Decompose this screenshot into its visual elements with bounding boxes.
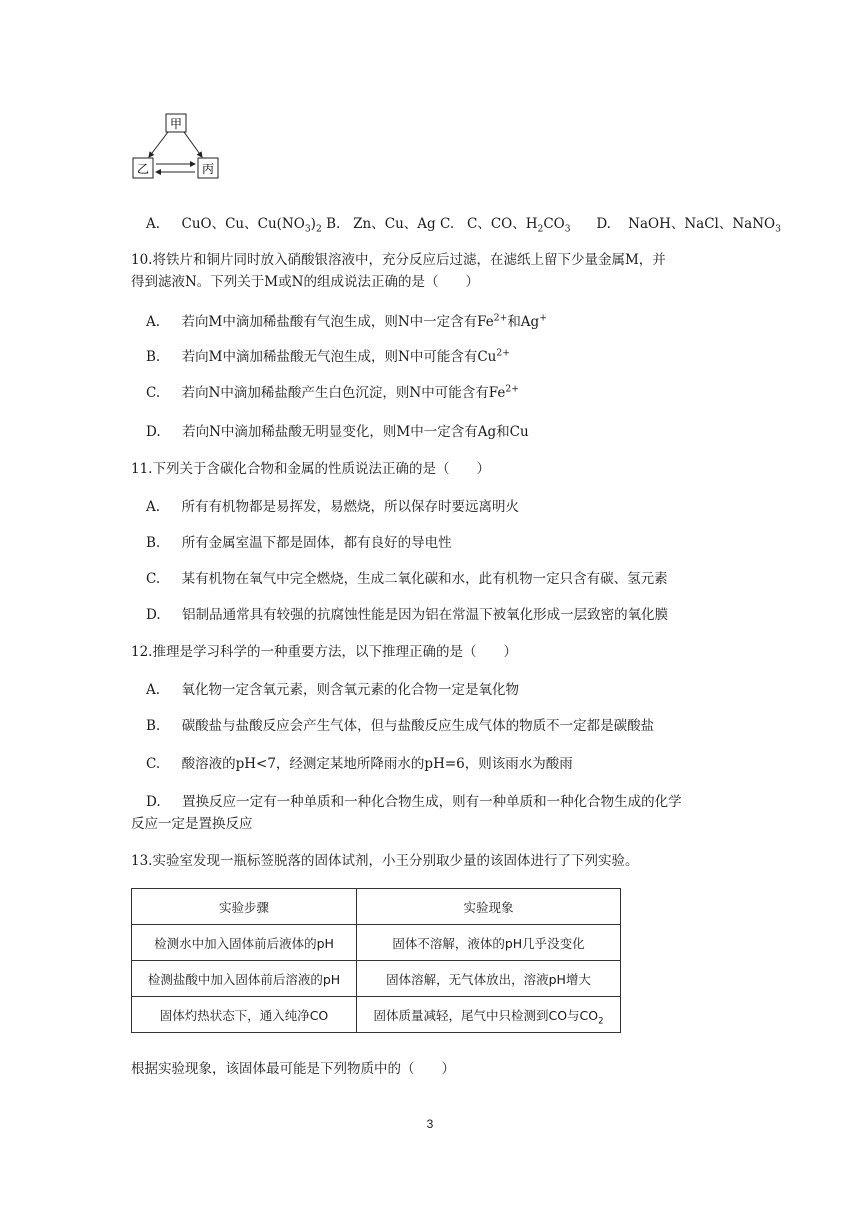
q10-option-b [146, 345, 510, 365]
option-text: 若向M中滴加稀盐酸无气泡生成，则N中可能含有Cu [181, 349, 497, 365]
option-text: 某有机物在氧气中完全燃烧，生成二氧化碳和水，此有机物一定只含有碳、氢元素 [181, 571, 668, 587]
option-letter: A. [146, 314, 161, 330]
q10-option-c [146, 381, 519, 401]
table-cell: 固体质量减轻，尾气中只检测到CO与$CO_2$ [357, 997, 621, 1033]
q9-option-a-text: CuO、Cu、Cu(NO [181, 216, 305, 232]
q13-stem: 13.实验室发现一瓶标签脱落的固体试剂，小王分别取少量的该固体进行了下列实验。 [131, 853, 639, 869]
node-right-label: 丙 [201, 162, 215, 176]
option-letter: C. [146, 756, 161, 772]
q9-option-d-text: NaOH、NaCl、NaNO [628, 216, 776, 232]
option-text: 酸溶液的pH<7，经测定某地所降雨水的pH=6，则该雨水为酸雨 [181, 756, 573, 772]
transformation-diagram [130, 112, 230, 184]
q13-followup: 根据实验现象，该固体最可能是下列物质中的（ ） [131, 1061, 455, 1077]
option-letter: D. [146, 424, 161, 440]
q9-option-d-letter: D. [596, 216, 611, 232]
option-text: 碳酸盐与盐酸反应会产生气体，但与盐酸反应生成气体的物质不一定都是碳酸盐 [181, 718, 655, 734]
option-text: 所有金属室温下都是固体，都有良好的导电性 [181, 535, 452, 551]
q12-option-b [146, 714, 654, 734]
table-header-cell: 实验现象 [357, 889, 621, 925]
experiment-table [131, 888, 621, 1033]
q12-stem: 12.推理是学习科学的一种重要方法，以下推理正确的是（ ） [131, 644, 517, 660]
q12-option-c [146, 752, 573, 772]
node-left-label: 乙 [136, 162, 150, 176]
option-text: 若向M中滴加稀盐酸有气泡生成，则N中一定含有Fe [181, 314, 494, 330]
option-text-mid: 和Ag [507, 314, 540, 330]
table-header-row [132, 889, 621, 925]
q10-option-a [146, 310, 547, 330]
q9-option-b-letter: B. [326, 216, 341, 232]
q11-option-a [146, 495, 519, 515]
q9-options-line: A. CuO、Cu、$Cu(NO_3)_2$ B. Zn、Cu、Ag C. C、CO、$H_2CO_3$ D. NaOH、NaCl、NaNO$_3$ [146, 216, 781, 235]
table-header-cell: 实验步骤 [132, 889, 357, 925]
table-cell: 固体灼热状态下，通入纯净CO [132, 997, 357, 1033]
option-text: 若向N中滴加稀盐酸产生白色沉淀，则N中可能含有Fe [181, 385, 506, 401]
option-text: 所有有机物都是易挥发，易燃烧，所以保存时要远离明火 [181, 499, 520, 515]
ion-charge: + [539, 312, 547, 324]
table-cell-text: 固体质量减轻，尾气中只检测到CO与CO [373, 1007, 599, 1023]
option-letter: A. [146, 682, 161, 698]
option-letter: A. [146, 499, 161, 515]
option-text: 置换反应一定有一种单质和一种化合物生成，则有一种单质和一种化合物生成的化学 [182, 794, 682, 810]
q10-stem-line1: 10.将铁片和铜片同时放入硝酸银溶液中，充分反应后过滤，在滤纸上留下少量金属M，并 [131, 252, 666, 268]
option-text: 若向N中滴加稀盐酸无明显变化，则M中一定含有Ag和Cu [182, 424, 529, 440]
option-letter: B. [146, 718, 161, 734]
table-cell: 固体溶解，无气体放出，溶液pH增大 [357, 961, 621, 997]
ion-charge: 2+ [496, 347, 510, 359]
option-letter: C. [146, 571, 161, 587]
table-row [132, 997, 621, 1033]
table-cell: 检测盐酸中加入固体前后溶液的pH [132, 961, 357, 997]
option-letter: B. [146, 535, 161, 551]
option-letter: D. [146, 794, 161, 810]
option-letter: C. [146, 385, 161, 401]
q11-option-d [146, 603, 668, 623]
q9-option-b-text: Zn、Cu、Ag [353, 216, 436, 232]
arrow-top-to-right [184, 132, 202, 157]
table-row [132, 961, 621, 997]
option-letter: D. [146, 607, 161, 623]
q9-option-c-letter: C. [439, 216, 455, 232]
table-row [132, 925, 621, 961]
table-cell: 检测水中加入固体前后液体的pH [132, 925, 357, 961]
ion-charge: 2+ [505, 383, 519, 395]
option-text: 氧化物一定含氧元素，则含氧元素的化合物一定是氧化物 [181, 682, 520, 698]
q11-stem: 11.下列关于含碳化合物和金属的性质说法正确的是（ ） [131, 461, 490, 477]
q10-option-d [146, 420, 529, 440]
q11-option-c [146, 567, 668, 587]
arrow-top-to-left [149, 132, 168, 157]
q9-option-a-letter: A. [146, 216, 161, 232]
q9-option-c-text: C、CO、H [466, 216, 538, 232]
q11-option-b [146, 531, 452, 551]
q12-option-d [146, 790, 682, 810]
option-text: 铝制品通常具有较强的抗腐蚀性能是因为铝在常温下被氧化形成一层致密的氧化膜 [182, 607, 669, 623]
node-top-label: 甲 [169, 117, 183, 131]
q12-option-d-continuation: 反应一定是置换反应 [131, 816, 253, 832]
q12-option-a [146, 678, 519, 698]
option-letter: B. [146, 349, 161, 365]
page-number: 3 [426, 1117, 434, 1131]
table-cell: 固体不溶解，液体的pH几乎没变化 [357, 925, 621, 961]
q10-stem-line2: 得到滤液N。下列关于M或N的组成说法正确的是（ ） [131, 274, 479, 290]
ion-charge: 2+ [493, 312, 508, 324]
